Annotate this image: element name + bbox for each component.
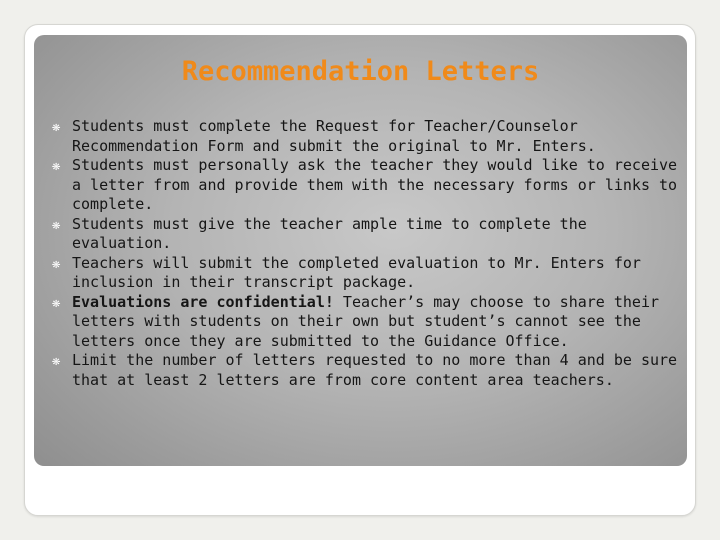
bullet-bold-text: Evaluations are confidential! (72, 292, 334, 311)
bullet-text: Limit the number of letters requested to no more than 4 and be sure that at least 2 letters are from core content area teachers. (72, 351, 678, 389)
bullet-icon: ❋ (52, 158, 61, 174)
bullet-icon: ❋ (52, 216, 61, 233)
bullet-list (52, 117, 682, 390)
bullet-text: Students must complete the Request for Teacher/Counselor Recommendation Form and submit the original to Mr. Enters. (72, 117, 596, 155)
bullet-text: Students must give the teacher ample time to complete the evaluation. (72, 214, 587, 252)
list-item (52, 156, 682, 215)
slide-title: Recommendation Letters (181, 56, 540, 87)
list-item (52, 351, 682, 390)
bullet-icon: ❋ (52, 353, 61, 369)
bullet-icon: ❋ (52, 294, 61, 311)
list-item (52, 117, 682, 156)
list-item (52, 293, 682, 352)
bullet-text: Teacher’s may choose to share their letters with students on their own but student’s cannot see the letters once they are submitted to the Guidance Office. (72, 292, 660, 350)
bullet-text: Students must personally ask the teacher they would like to receive a letter from and provide them with the necessary forms or links to complete. (72, 156, 678, 213)
list-item (52, 215, 682, 254)
bullet-text: Teachers will submit the completed evaluation to Mr. Enters for inclusion in their transcript package. (72, 253, 641, 291)
bullet-icon: ❋ (52, 255, 61, 272)
bullet-icon: ❋ (52, 119, 61, 135)
list-item (52, 254, 682, 293)
